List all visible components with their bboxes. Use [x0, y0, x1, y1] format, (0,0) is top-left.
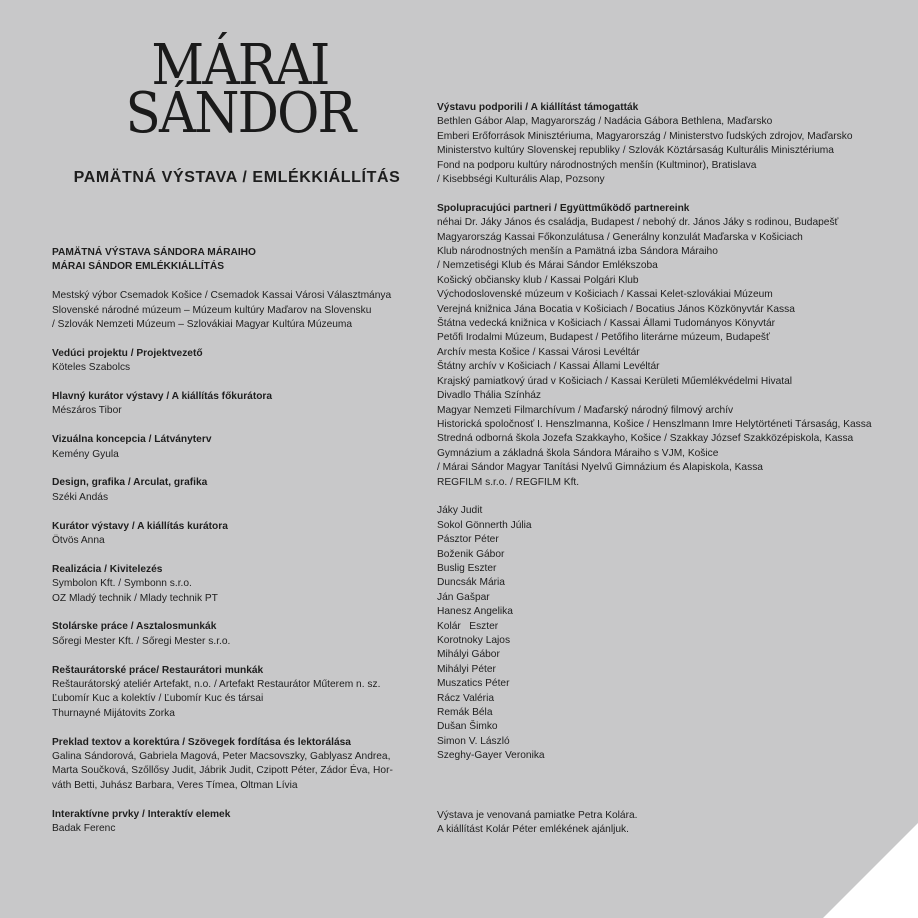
credit-section [52, 620, 412, 649]
credit-head: Hlavný kurátor výstavy / A kiállítás főkurátora [52, 391, 273, 403]
partner-line: Štátny archív v Košiciach / Kassai Állami Levéltár [437, 361, 660, 373]
credit-line: Thurnayné Mijátovits Zorka [52, 707, 175, 719]
partner-line: Petőfi Irodalmi Múzeum, Budapest / Petőfiho literárne múzeum, Budapešť [437, 332, 770, 344]
partner-line: Archív mesta Košice / Kassai Városi Levéltár [437, 346, 640, 358]
partner-line: Verejná knižnica Jána Bocatia v Košiciach / Bocatius János Közkönyvtár Kassa [437, 303, 795, 315]
supporter-line: Ministerstvo kultúry Slovenskej republiky / Szlovák Köztársaság Kulturális Minisztériuma [437, 145, 834, 157]
organizer-line: Mestský výbor Csemadok Košice / Csemadok Kassai Városi Választmánya [52, 290, 392, 302]
credit-line: Symbolon Kft. / Symbonn s.r.o. [52, 578, 192, 590]
name-line: Rácz Valéria [437, 692, 494, 704]
credit-head: Preklad textov a korektúra / Szövegek fordítása és lektorálása [52, 736, 351, 748]
credit-section [52, 808, 412, 837]
partner-line: Štátna vedecká knižnica v Košiciach / Kassai Állami Tudományos Könyvtár [437, 318, 776, 330]
name-line: Hanesz Angelika [437, 606, 513, 618]
credit-section [52, 347, 412, 376]
left-column [52, 246, 412, 851]
partner-line: Divadlo Thália Színház [437, 390, 542, 402]
name-line: Dušan Šimko [437, 721, 498, 733]
name-line: Kolár Eszter [437, 620, 499, 632]
supporter-line: Emberi Erőforrások Minisztériuma, Magyarország / Ministerstvo ľudských zdrojov, Maďarsko [437, 130, 853, 142]
credit-line: Ľubomír Kuc a kolektív / Ľubomír Kuc és társai [52, 693, 264, 705]
credit-head: Stolárske práce / Asztalosmunkák [52, 621, 217, 633]
partner-line: Východoslovenské múzeum v Košiciach / Kassai Kelet-szlovákiai Múzeum [437, 289, 773, 301]
credit-line: Marta Součková, Szőllősy Judit, Jábrik Judit, Czipott Péter, Zádor Éva, Hor- [52, 765, 393, 777]
credit-line: Köteles Szabolcs [52, 362, 131, 374]
partner-line: / Nemzetiségi Klub és Márai Sándor Emlékszoba [437, 260, 658, 272]
credit-line: váth Betti, Juhász Barbara, Veres Tímea, Oltman Lívia [52, 779, 298, 791]
name-line: Simon V. László [437, 735, 510, 747]
credit-head: Realizácia / Kivitelezés [52, 563, 163, 575]
credit-section [52, 433, 412, 462]
partners-section [437, 202, 907, 490]
credit-section [52, 664, 412, 722]
dedication [437, 809, 637, 838]
credit-line: Sőregi Mester Kft. / Sőregi Mester s.r.o. [52, 635, 231, 647]
dedication-line: Výstava je venovaná pamiatke Petra Kolára. [437, 810, 638, 821]
name-line: Korotnoky Lajos [437, 635, 511, 646]
subtitle: PAMÄTNÁ VÝSTAVA / EMLÉKKIÁLLÍTÁS [73, 169, 401, 186]
corner-triangle [823, 823, 918, 918]
organizer-line: / Szlovák Nemzeti Múzeum – Szlovákiai Magyar Kultúra Múzeuma [52, 319, 353, 331]
credit-section [52, 520, 412, 549]
heading-line: PAMÄTNÁ VÝSTAVA SÁNDORA MÁRAIHO [52, 247, 256, 258]
credit-section [52, 736, 412, 794]
partner-line: Stredná odborná škola Jozefa Szakkayho, Košice / Szakkay József Szakközépiskola, Kassa [437, 433, 854, 445]
supporters-section [437, 101, 907, 187]
name-line: Ján Gašpar [437, 591, 490, 603]
name-line: Duncsák Mária [437, 577, 505, 589]
partner-line: Gymnázium a základná škola Sándora Máraiho s VJM, Košice [437, 447, 719, 459]
name-line: Boženik Gábor [437, 548, 505, 560]
credit-head: Kurátor výstavy / A kiállítás kurátora [52, 520, 228, 532]
partners-head: Spolupracujúci partneri / Együttműködő partnereink [437, 202, 690, 214]
partner-line: Košický občiansky klub / Kassai Polgári Klub [437, 274, 639, 286]
credit-section [52, 390, 412, 419]
credit-line: Ötvös Anna [52, 535, 105, 547]
name-line: Mihályi Péter [437, 663, 496, 675]
name-line: Sokol Gönnerth Júlia [437, 519, 532, 531]
name-line: Remák Béla [437, 707, 493, 719]
organizer-line: Slovenské národné múzeum – Múzeum kultúry Maďarov na Slovensku [52, 304, 372, 316]
title-line-1: MÁRAI [151, 33, 329, 98]
partner-line: Klub národnostných menšín a Pamätná izba Sándora Máraiho [437, 246, 718, 258]
name-line: Buslig Eszter [437, 562, 497, 574]
partner-line: Historická spoločnosť I. Henszlmanna, Košice / Henszlmann Imre Helytörténeti Társaság, Kassa [437, 418, 872, 430]
name-line: Muszatics Péter [437, 678, 510, 690]
title-line-2: SÁNDOR [125, 81, 355, 146]
supporters-head: Výstavu podporili / A kiállítást támogatták [437, 102, 639, 113]
credit-line: Galina Sándorová, Gabriela Magová, Peter Macsovszky, Gablyasz Andrea, [52, 751, 391, 763]
credit-line: Badak Ferenc [52, 823, 116, 835]
partner-line: Krajský pamiatkový úrad v Košiciach / Kassai Kerületi Műemlékvédelmi Hivatal [437, 375, 793, 387]
credit-section [52, 476, 412, 505]
page-title [100, 33, 380, 146]
name-line: Pásztor Péter [437, 534, 499, 546]
supporter-line: / Kisebbségi Kulturális Alap, Pozsony [437, 174, 605, 186]
credit-section [52, 563, 412, 606]
credit-line: Mészáros Tibor [52, 405, 122, 417]
credit-line: Széki Andás [52, 491, 109, 503]
credit-line: Kemény Gyula [52, 448, 119, 460]
credit-line: Reštaurátorský ateliér Artefakt, n.o. / Artefakt Restaurátor Műterem n. sz. [52, 679, 381, 691]
name-line: Mihályi Gábor [437, 649, 500, 661]
organizers [52, 289, 412, 332]
names-list [437, 504, 907, 763]
credit-line: OZ Mladý technik / Mlady technik PT [52, 592, 218, 604]
partner-line: néhai Dr. Jáky János és családja, Budapest / nebohý dr. János Jáky s rodinou, Budapešť [437, 217, 839, 229]
credit-head: Vedúci projektu / Projektvezető [52, 347, 203, 359]
name-line: Szeghy-Gayer Veronika [437, 750, 545, 762]
exhibition-heading [52, 246, 412, 275]
credit-head: Design, grafika / Arculat, grafika [52, 477, 208, 489]
heading-line: MÁRAI SÁNDOR EMLÉKKIÁLLÍTÁS [52, 261, 225, 273]
right-column [437, 101, 907, 778]
name-line: Jáky Judit [437, 505, 483, 517]
partner-line: / Márai Sándor Magyar Tanítási Nyelvű Gimnázium és Alapiskola, Kassa [437, 462, 763, 474]
partner-line: Magyarország Kassai Főkonzulátusa / Generálny konzulát Maďarska v Košiciach [437, 231, 803, 243]
supporter-line: Bethlen Gábor Alap, Magyarország / Nadácia Gábora Bethlena, Maďarsko [437, 116, 773, 128]
credit-head: Interaktívne prvky / Interaktív elemek [52, 808, 231, 820]
dedication-line: A kiállítást Kolár Péter emlékének ajánljuk. [437, 824, 629, 836]
partner-line: Magyar Nemzeti Filmarchívum / Maďarský národný filmový archív [437, 404, 734, 416]
partner-line: REGFILM s.r.o. / REGFILM Kft. [437, 476, 580, 488]
credit-head: Reštaurátorské práce/ Restaurátori munkák [52, 664, 264, 676]
supporter-line: Fond na podporu kultúry národnostných menšín (Kultminor), Bratislava [437, 159, 757, 171]
credit-head: Vizuálna koncepcia / Látványterv [52, 434, 212, 446]
